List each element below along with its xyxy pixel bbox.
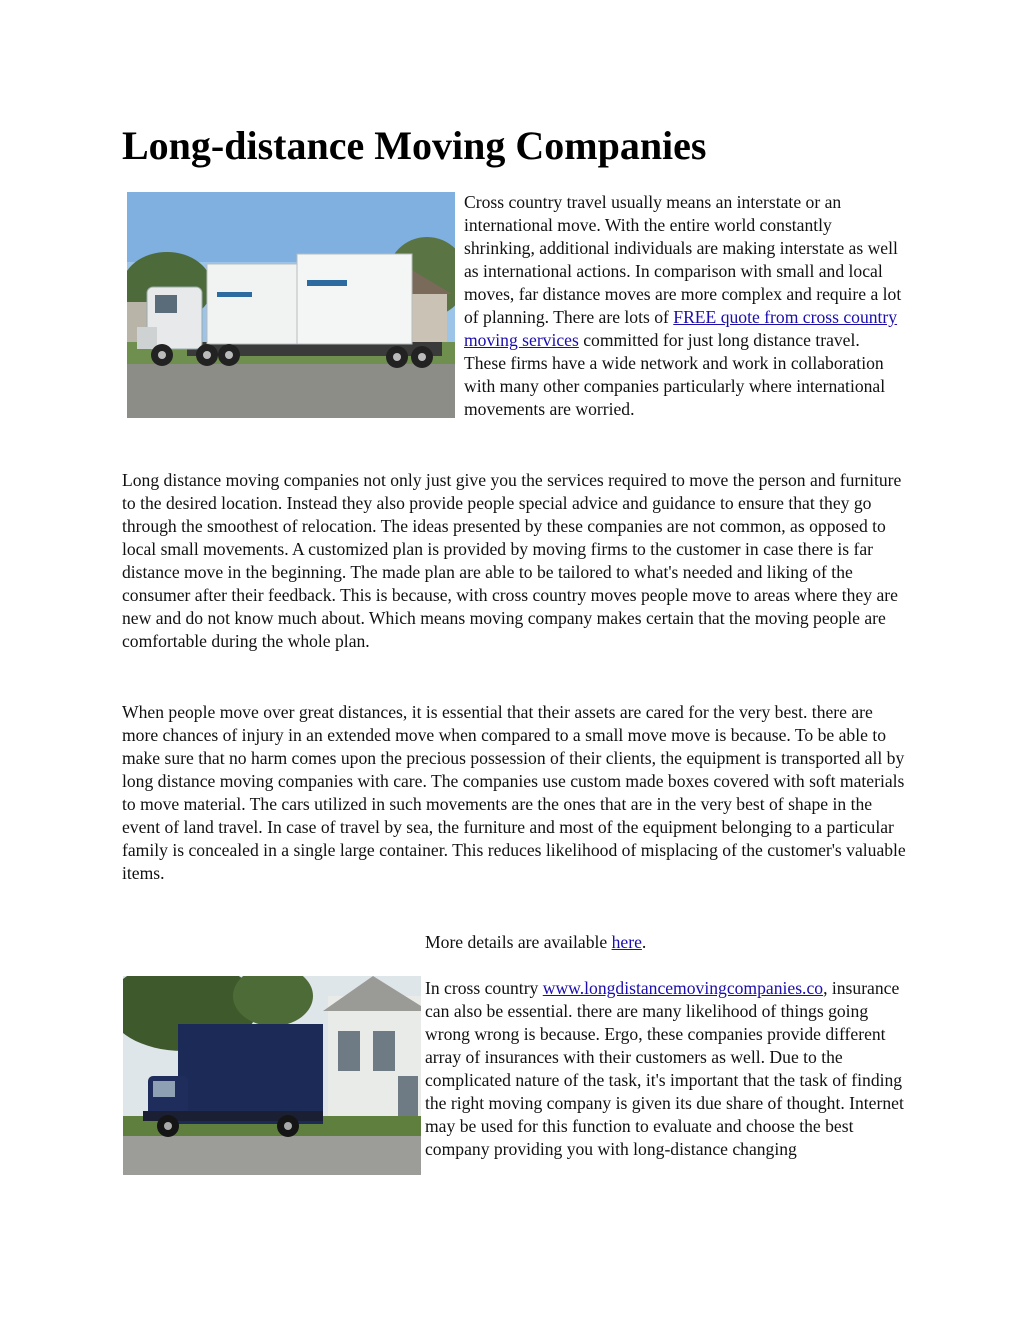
paragraph-assets: When people move over great distances, it is essential that their assets are cared for the very best. there are more chances of injury in an extended move when compared to a small move move is because. To be able to make sure that no harm comes upon the precious possession of their clients, the equipment is transported all by long distance moving companies with care. The companies use custom made boxes covered with soft materials to move material. The cars utilized in such movements are the ones that are in the very best of shape in the event of land travel. In case of travel by sea, the furniture and most of the equipment belonging to a particular family is concealed in a single large container. This reduces likelihood of misplacing of the customer's valuable items.	[122, 702, 906, 883]
truck-containers-photo	[127, 192, 455, 418]
box-truck-photo	[123, 976, 421, 1175]
here-link[interactable]: here	[611, 932, 642, 952]
website-link[interactable]: www.longdistancemovingcompanies.co	[542, 978, 824, 998]
intro-paragraph: Cross country travel usually means an interstate or an international move. With the entire world constantly shrinking, additional individuals are making interstate as well as international actions. In comparison with small and local moves, far distance moves are more complex and require a lot of planning. There are lots of FREE quote from cross country moving services committed for just long distance travel. These firms have a wide network and work in collaboration with many other companies particularly where international movements are worried.	[464, 192, 902, 419]
more-details-line: More details are available here.	[425, 932, 647, 952]
free-quote-link[interactable]: FREE quote from cross country moving services	[464, 307, 898, 350]
paragraph-insurance: In cross country www.longdistancemovingcompanies.co, insurance can also be essential. there are many likelihood of things going wrong wrong is because. Ergo, these companies provide different array of insurances with their customers as well. Due to the complicated nature of the task, it's important that the task of finding the right moving company is given its due share of thought. Internet may be used for this function to evaluate and choose the best company providing you with long-distance changing	[425, 978, 904, 1159]
paragraph-services: Long distance moving companies not only just give you the services required to move the person and furniture to the desired location. Instead they also provide people special advice and guidance to ensure that they go through the smoothest of relocation. The ideas presented by these companies are not common, as opposed to local small movements. A customized plan is provided by moving firms to the customer in case there is far distance move in the beginning. The made plan are able to be tailored to what's needed and liking of the consumer after their feedback. This is because, with cross country moves people move to areas where they are new and do not know much about. Which means moving company makes certain that the moving people are comfortable during the whole plan.	[122, 470, 902, 651]
page-title: Long-distance Moving Companies	[122, 123, 707, 168]
